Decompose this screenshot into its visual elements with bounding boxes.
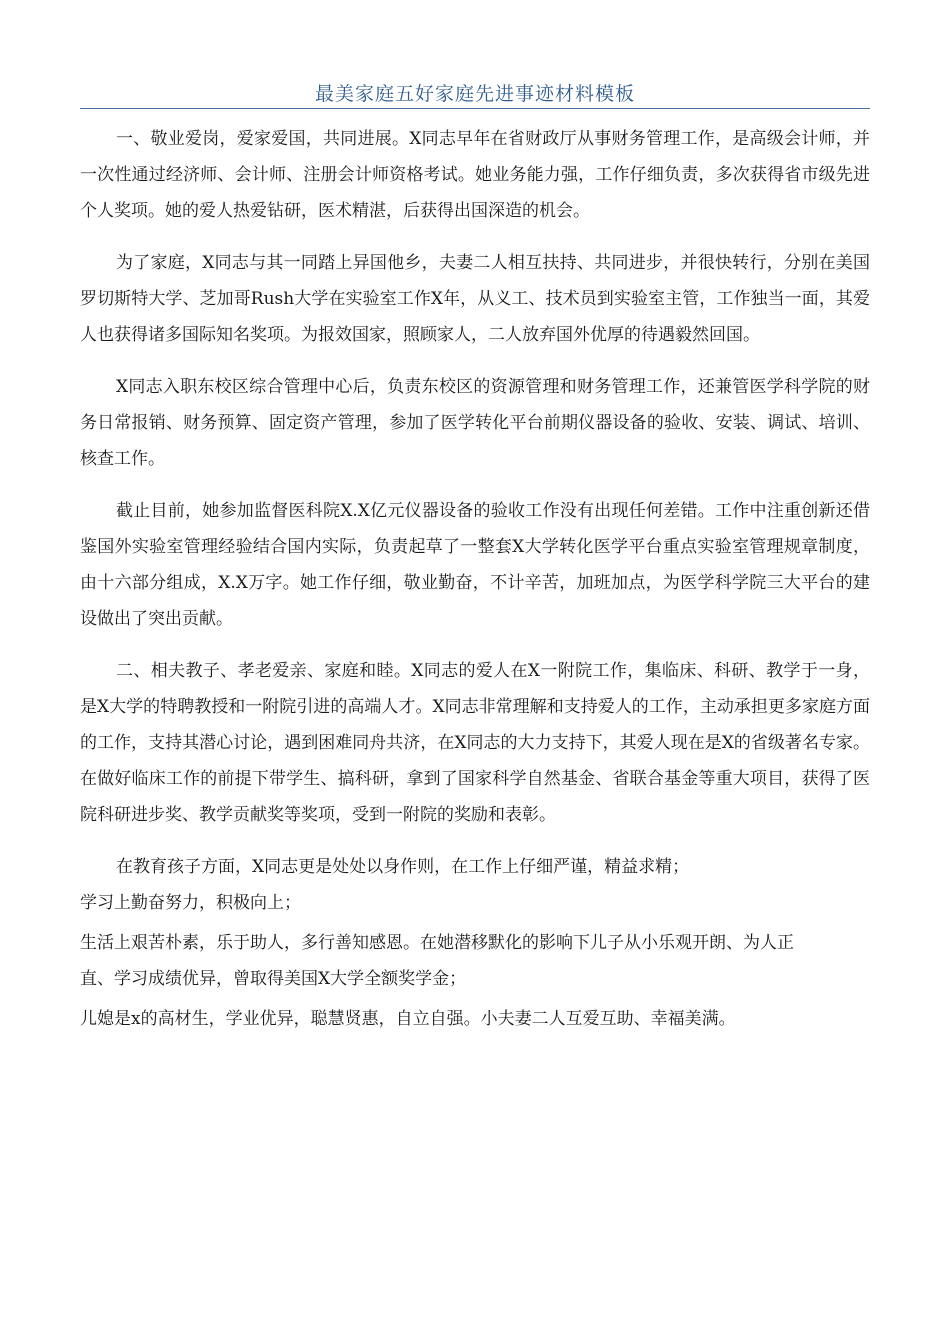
paragraph-abroad: 为了家庭，X同志与其一同踏上异国他乡，夫妻二人相互扶持、共同进步，并很快转行，分别在美国罗切斯特大学、芝加哥Rush大学在实验室工作X年，从义工、技术员到实验室主管，工作独当一面，其爱人也获得诸多国际知名奖项。为报效国家，照顾家人，二人放弃国外优厚的待遇毅然回国。 bbox=[80, 253, 870, 345]
paragraph-east-campus: X同志入职东校区综合管理中心后，负责东校区的资源管理和财务管理工作，还兼管医学科学院的财务日常报销、财务预算、固定资产管理，参加了医学转化平台前期仪器设备的验收、安装、调试、培训、核查工作。 bbox=[80, 377, 870, 469]
paragraph-family-harmony: 二、相夫教子、孝老爱亲、家庭和睦。X同志的爱人在X一附院工作，集临床、科研、教学于一身，是X大学的特聘教授和一附院引进的高端人才。X同志非常理解和支持爱人的工作，主动承担更多家庭方面的工作，支持其潜心讨论，遇到困难同舟共济，在X同志的大力支持下，其爱人现在是X的省级著名专家。在做好临床工作的前提下带学生、搞科研，拿到了国家科学自然基金、省联合基金等重大项目，获得了医院科研进步奖、教学贡献奖等奖项，受到一附院的奖励和表彰。 bbox=[80, 661, 871, 825]
line-life-2: 直、学习成绩优异，曾取得美国X大学全额奖学金； bbox=[80, 969, 467, 989]
document-body bbox=[80, 121, 870, 1037]
line-study: 学习上勤奋努力，积极向上； bbox=[80, 893, 301, 913]
line-daughter-in-law: 儿媳是x的高材生，学业优异，聪慧贤惠，自立自强。小夫妻二人互爱互助、幸福美满。 bbox=[80, 1009, 736, 1029]
title-underline bbox=[80, 108, 870, 109]
line-life-1: 生活上艰苦朴素，乐于助人，多行善知感恩。在她潜移默化的影响下儿子从小乐观开朗、为人正 bbox=[80, 933, 794, 953]
paragraph-dedication: 一、敬业爱岗，爱家爱国，共同进展。X同志早年在省财政厅从事财务管理工作，是高级会计师，并一次性通过经济师、会计师、注册会计师资格考试。她业务能力强，工作仔细负责，多次获得省市级先进个人奖项。她的爱人热爱钻研，医术精湛，后获得出国深造的机会。 bbox=[80, 129, 870, 221]
paragraph-achievements: 截止目前，她参加监督医科院X.X亿元仪器设备的验收工作没有出现任何差错。工作中注重创新还借鉴国外实验室管理经验结合国内实际，负责起草了一整套X大学转化医学平台重点实验室管理规章制度，由十六部分组成，X.X万字。她工作仔细，敬业勤奋，不计辛苦，加班加点，为医学科学院三大平台的建设做出了突出贡献。 bbox=[80, 501, 870, 629]
document-title: 最美家庭五好家庭先进事迹材料模板 bbox=[314, 83, 635, 105]
paragraph-education-intro: 在教育孩子方面，X同志更是处处以身作则，在工作上仔细严谨，精益求精； bbox=[116, 857, 690, 877]
